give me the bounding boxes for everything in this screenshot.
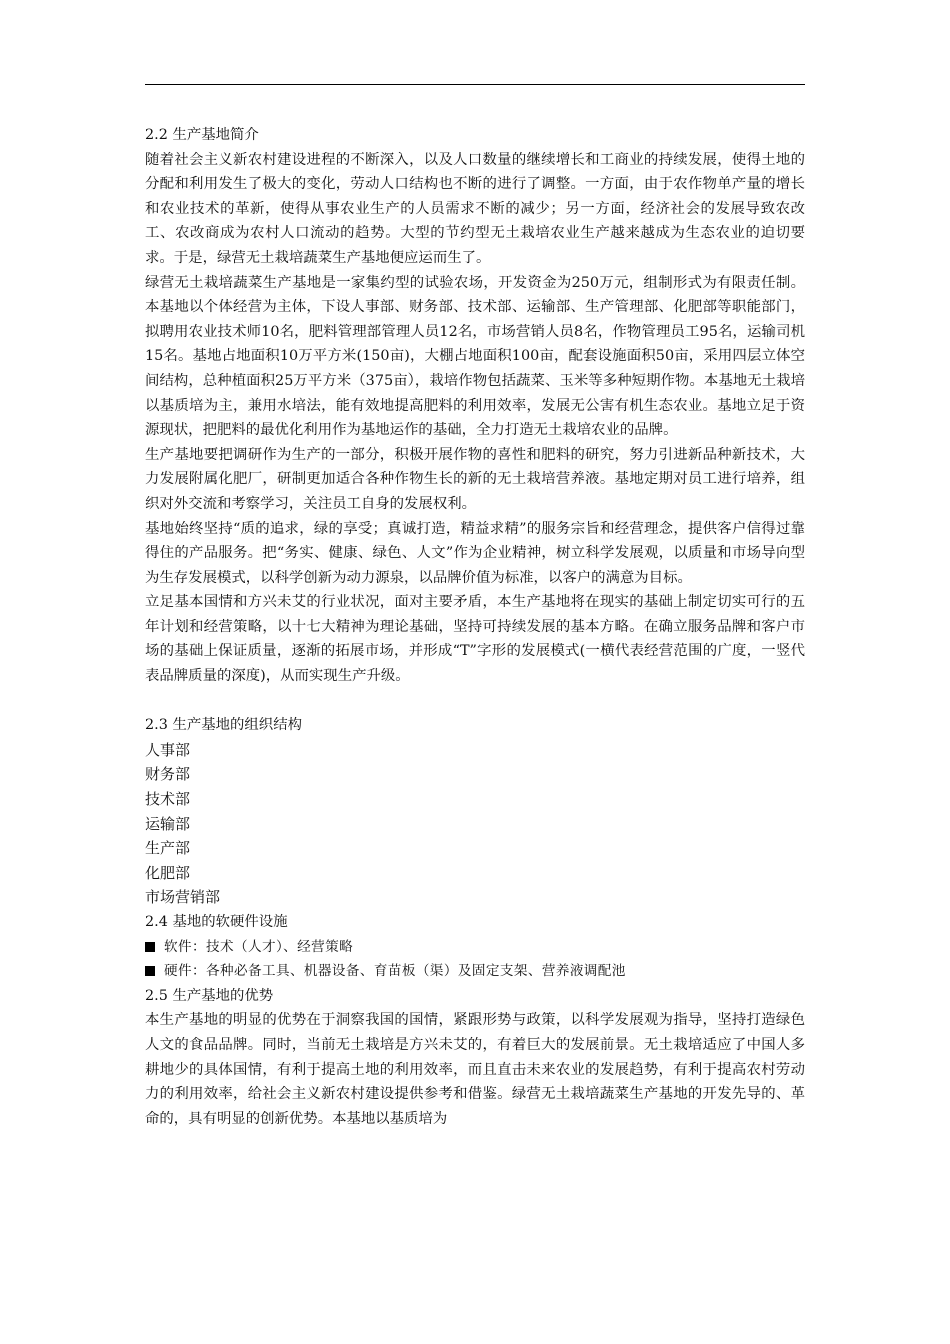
- facility-item-hardware: [145, 959, 805, 984]
- section-2-5-heading: 2.5 生产基地的优势: [145, 987, 274, 1004]
- blank-line: [145, 689, 805, 714]
- paragraph-base-overview: 绿营无土栽培蔬菜生产基地是一家集约型的试验农场，开发资金为250万元，组制形式为有限责任制。本基地以个体经营为主体，下设人事部、财务部、技术部、运输部、生产管理部、化肥部等职能部门，拟聘用农业技术师10名，肥料管理部管理人员12名，市场营销人员8名，作物管理员工95名，运输司机15名。基地占地面积10万平方米(150亩)，大棚占地面积100亩，配套设施面积50亩，采用四层立体空间结构，总种植面积25万平方米（375亩），栽培作物包括蔬菜、玉米等多种短期作物。本基地无土栽培以基质培为主，兼用水培法，能有效地提高肥料的利用效率，发展无公害有机生态农业。基地立足于资源现状，把肥料的最优化利用作为基地运作的基础，全力打造无土栽培农业的品牌。: [145, 274, 805, 439]
- header-rule: [145, 84, 805, 85]
- paragraph-strategy: 立足基本国情和方兴未艾的行业状况，面对主要矛盾，本生产基地将在现实的基础上制定切实可行的五年计划和经营策略，以十七大精神为理论基础，坚持可持续发展的基本方略。在确立服务品牌和客户市场的基础上保证质量，逐渐的拓展市场，并形成“T”字形的发展模式(一横代表经营范围的广度，一竖代表品牌质量的深度)，从而实现生产升级。: [145, 594, 805, 685]
- square-bullet-icon: [145, 966, 155, 976]
- square-bullet-icon: [145, 942, 155, 952]
- document-body: [145, 123, 805, 1131]
- facility-item-software: [145, 935, 805, 960]
- paragraph-advantages: 本生产基地的明显的优势在于洞察我国的国情，紧跟形势与政策，以科学发展观为指导，坚持打造绿色人文的食品品牌。同时，当前无土栽培是方兴未艾的，有着巨大的发展前景。无土栽培适应了中国人多耕地少的具体国情，有利于提高土地的利用效率，而且直击未来农业的发展趋势，有利于提高农村劳动力的利用效率，给社会主义新农村建设提供参考和借鉴。绿营无土栽培蔬菜生产基地的开发先导的、革命的，具有明显的创新优势。本基地以基质培为: [145, 1012, 805, 1127]
- section-2-3-heading: 2.3 生产基地的组织结构: [145, 717, 302, 734]
- department-item: 化肥部: [145, 863, 191, 882]
- paragraph-philosophy: 基地始终坚持“质的追求，绿的享受；真诚打造，精益求精”的服务宗旨和经营理念，提供客户信得过靠得住的产品服务。把“务实、健康、绿色、人文”作为企业精神，树立科学发展观，以质量和市场导向型为生存发展模式，以科学创新为动力源泉，以品牌价值为标准，以客户的满意为目标。: [145, 520, 805, 586]
- department-item: 技术部: [145, 790, 191, 809]
- paragraph-research: 生产基地要把调研作为生产的一部分，积极开展作物的喜性和肥料的研究，努力引进新品种新技术，大力发展附属化肥厂，研制更加适合各种作物生长的新的无土栽培营养液。基地定期对员工进行培养，组织对外交流和考察学习，关注员工自身的发展权利。: [145, 446, 805, 512]
- department-item: 运输部: [145, 814, 191, 833]
- section-2-2-heading: 2.2 生产基地简介: [145, 127, 259, 143]
- department-item: 人事部: [145, 740, 191, 759]
- department-item: 财务部: [145, 765, 191, 784]
- facility-item-text: 硬件：各种必备工具、机器设备、育苗板（渠）及固定支架、营养液调配池: [164, 963, 626, 980]
- facility-item-text: 软件：技术（人才）、经营策略: [164, 938, 354, 955]
- department-item: 市场营销部: [145, 888, 221, 907]
- section-2-4-heading: 2.4 基地的软硬件设施: [145, 914, 288, 930]
- paragraph-background: 随着社会主义新农村建设进程的不断深入，以及人口数量的继续增长和工商业的持续发展，使得土地的分配和利用发生了极大的变化，劳动人口结构也不断的进行了调整。一方面，由于农作物单产量的增长和农业技术的革新，使得从事农业生产的人员需求不断的减少；另一方面，经济社会的发展导致农改工、农改商成为农村人口流动的趋势。大型的节约型无土栽培农业生产越来越成为生态农业的迫切要求。于是，绿营无土栽培蔬菜生产基地便应运而生了。: [145, 151, 805, 266]
- department-item: 生产部: [145, 839, 191, 858]
